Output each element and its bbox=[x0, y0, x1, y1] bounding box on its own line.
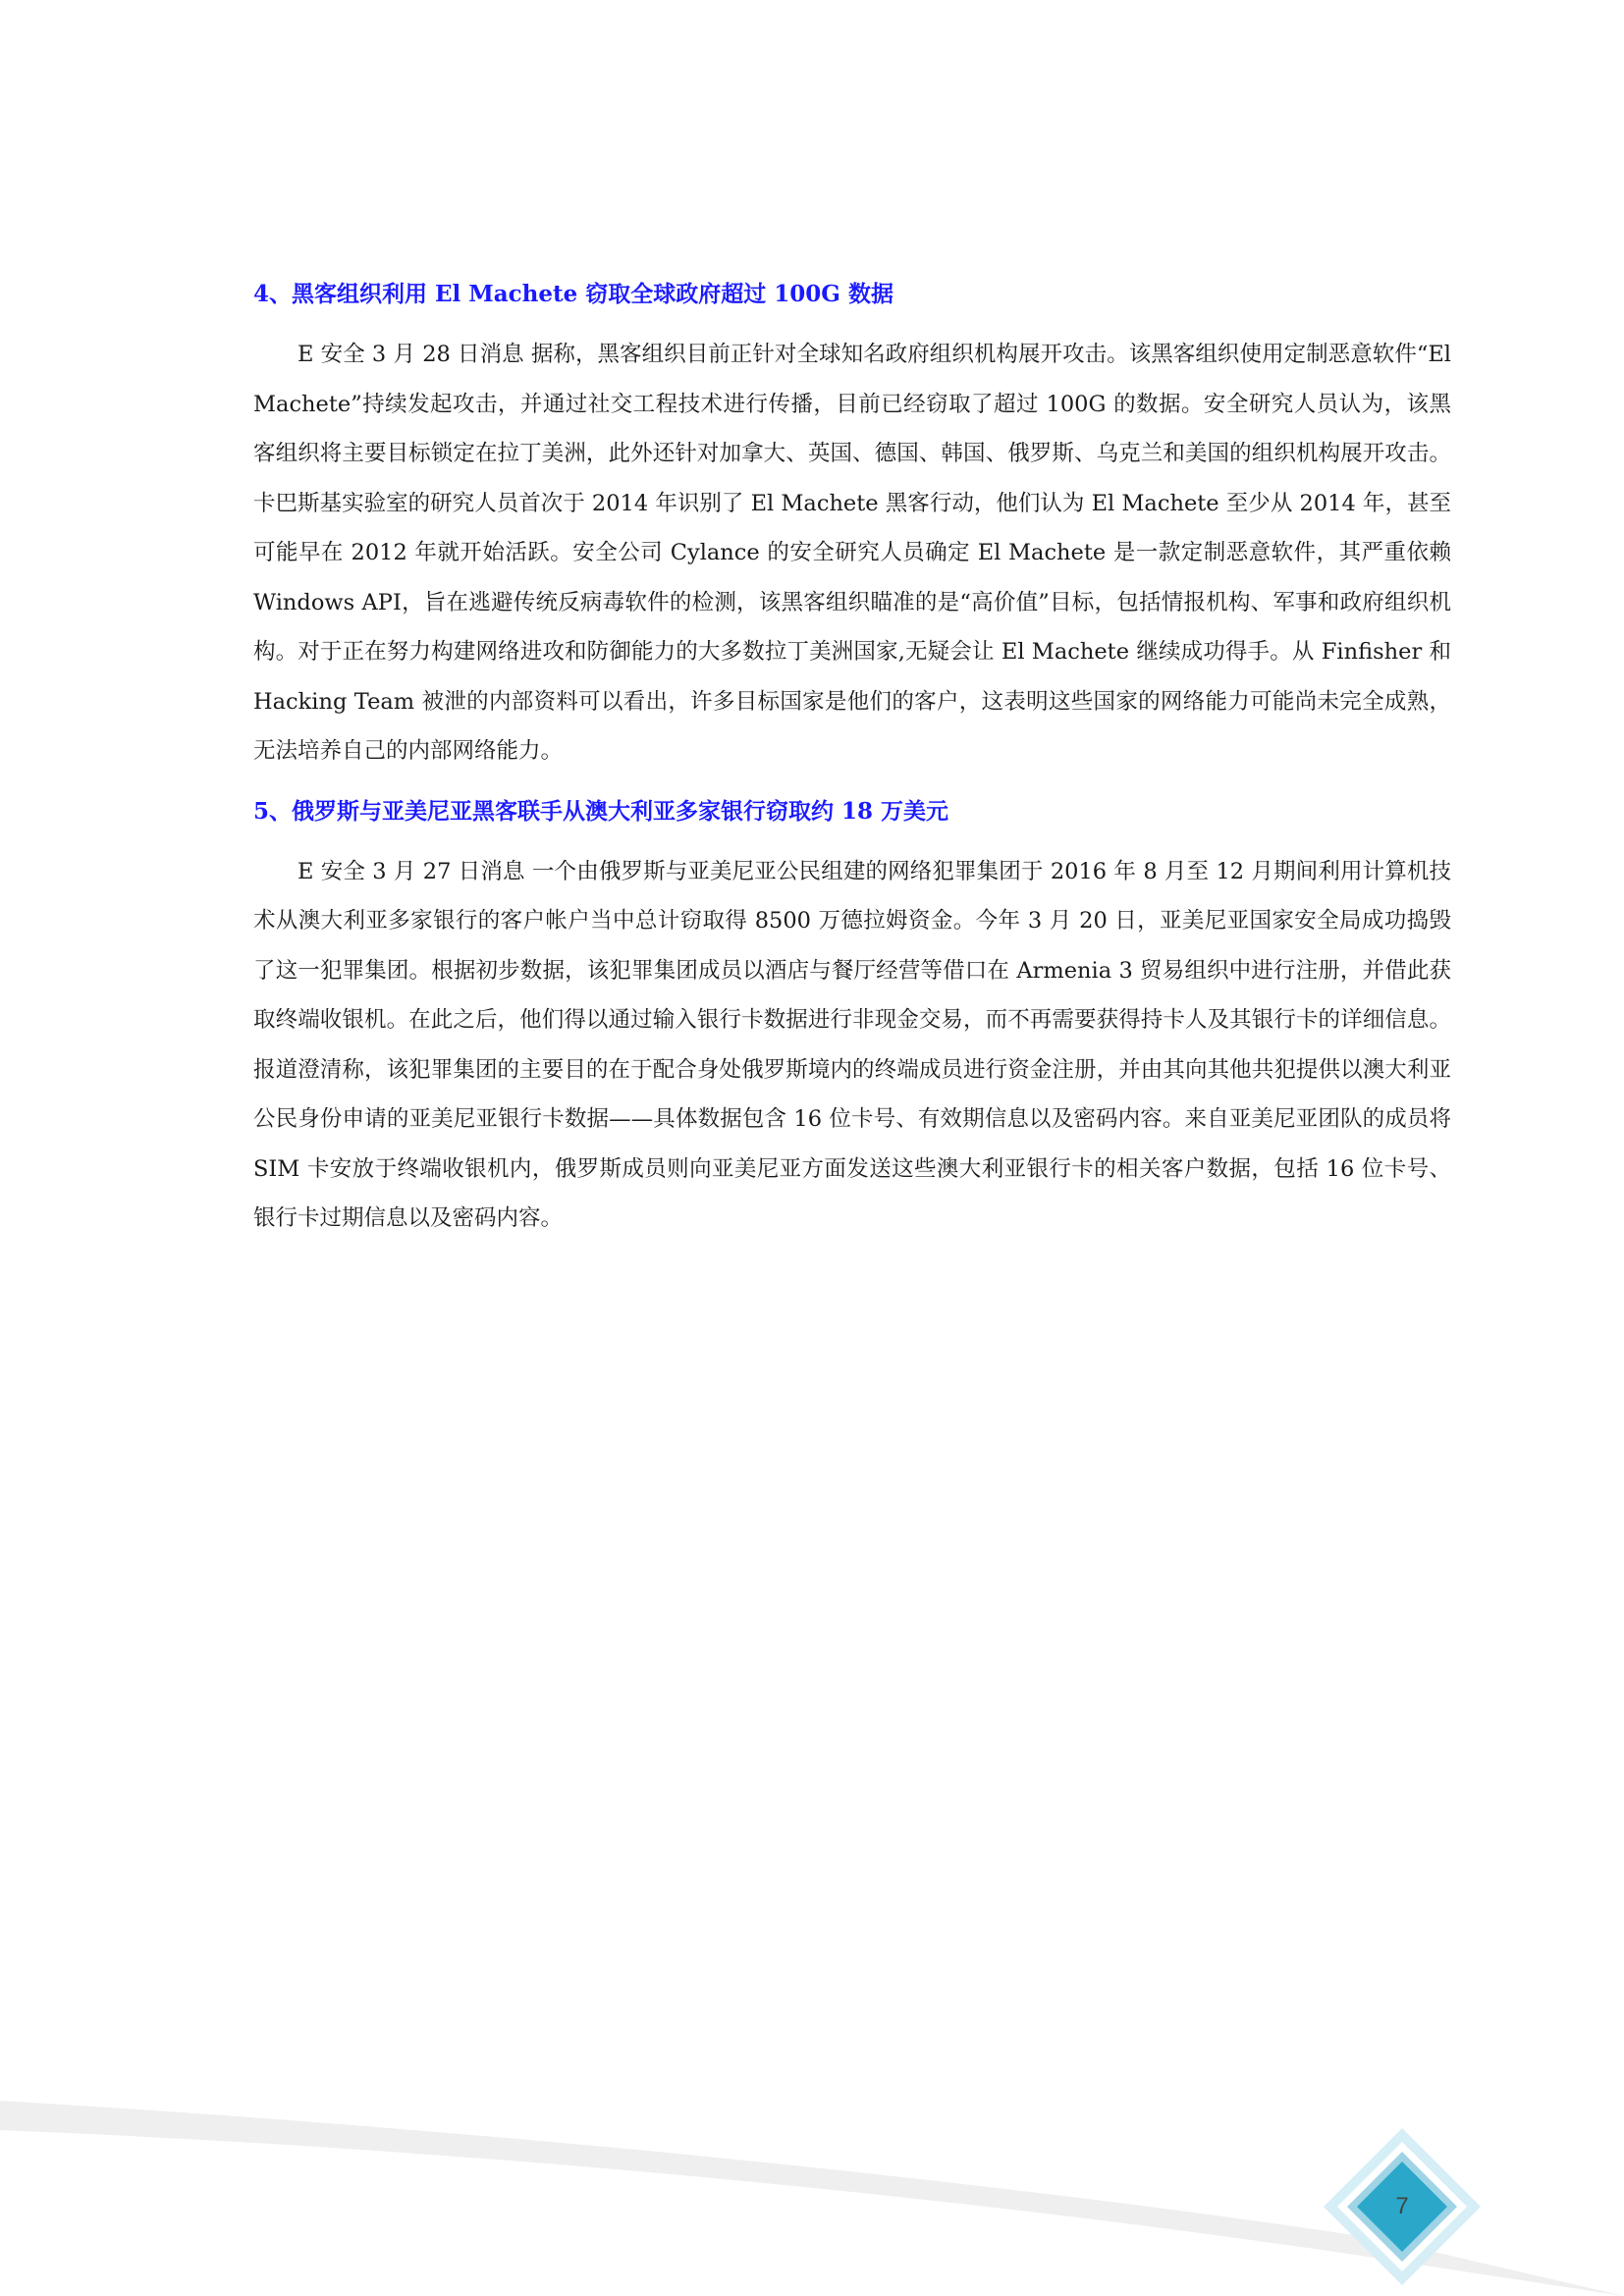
page-number: 7 bbox=[1395, 2193, 1409, 2219]
section-heading: 5、俄罗斯与亚美尼亚黑客联手从澳大利亚多家银行窃取约 18 万美元 bbox=[253, 797, 949, 825]
section-paragraph: E 安全 3 月 28 日消息 据称，黑客组织目前正针对全球知名政府组织机构展开攻击。该黑客组织使用定制恶意软件“El Machete”持续发起攻击，并通过社交工程技术进行传播，目前已经窃取了超过 100G 的数据。安全研究人员认为，该黑客组织将主要目标锁定在拉丁美洲，此外还针对加拿大、英国、德国、韩国、俄罗斯、乌克兰和美国的组织机构展开攻击。卡巴斯基实验室的研究人员首次于 2014 年识别了 El Machete 黑客行动，他们认为 El Machete 至少从 2014 年，甚至可能早在 2012 年就开始活跃。安全公司 Cylance 的安全研究人员确定 El Machete 是一款定制恶意软件，其严重依赖 Windows API，旨在逃避传统反病毒软件的检测，该黑客组织瞄准的是“高价值”目标，包括情报机构、军事和政府组织机构。对于正在努力构建网络进攻和防御能力的大多数拉丁美洲国家,无疑会让 El Machete 继续成功得手。从 Finfisher 和 Hacking Team 被泄的内部资料可以看出，许多目标国家是他们的客户，这表明这些国家的网络能力可能尚未完全成熟，无法培养自己的内部网络能力。 bbox=[253, 342, 1451, 764]
page-content bbox=[253, 265, 1451, 1250]
section-paragraph: E 安全 3 月 27 日消息 一个由俄罗斯与亚美尼亚公民组建的网络犯罪集团于 2016 年 8 月至 12 月期间利用计算机技术从澳大利亚多家银行的客户帐户当中总计窃取得 8500 万德拉姆资金。今年 3 月 20 日，亚美尼亚国家安全局成功捣毁了这一犯罪集团。根据初步数据，该犯罪集团成员以酒店与餐厅经营等借口在 Armenia 3 贸易组织中进行注册，并借此获取终端收银机。在此之后，他们得以通过输入银行卡数据进行非现金交易，而不再需要获得持卡人及其银行卡的详细信息。报道澄清称，该犯罪集团的主要目的在于配合身处俄罗斯境内的终端成员进行资金注册，并由其向其他共犯提供以澳大利亚公民身份申请的亚美尼亚银行卡数据——具体数据包含 16 位卡号、有效期信息以及密码内容。来自亚美尼亚团队的成员将 SIM 卡安放于终端收银机内，俄罗斯成员则向亚美尼亚方面发送这些澳大利亚银行卡的相关客户数据，包括 16 位卡号、银行卡过期信息以及密码内容。 bbox=[253, 858, 1451, 1231]
section-heading: 4、黑客组织利用 El Machete 窃取全球政府超过 100G 数据 bbox=[253, 281, 893, 307]
